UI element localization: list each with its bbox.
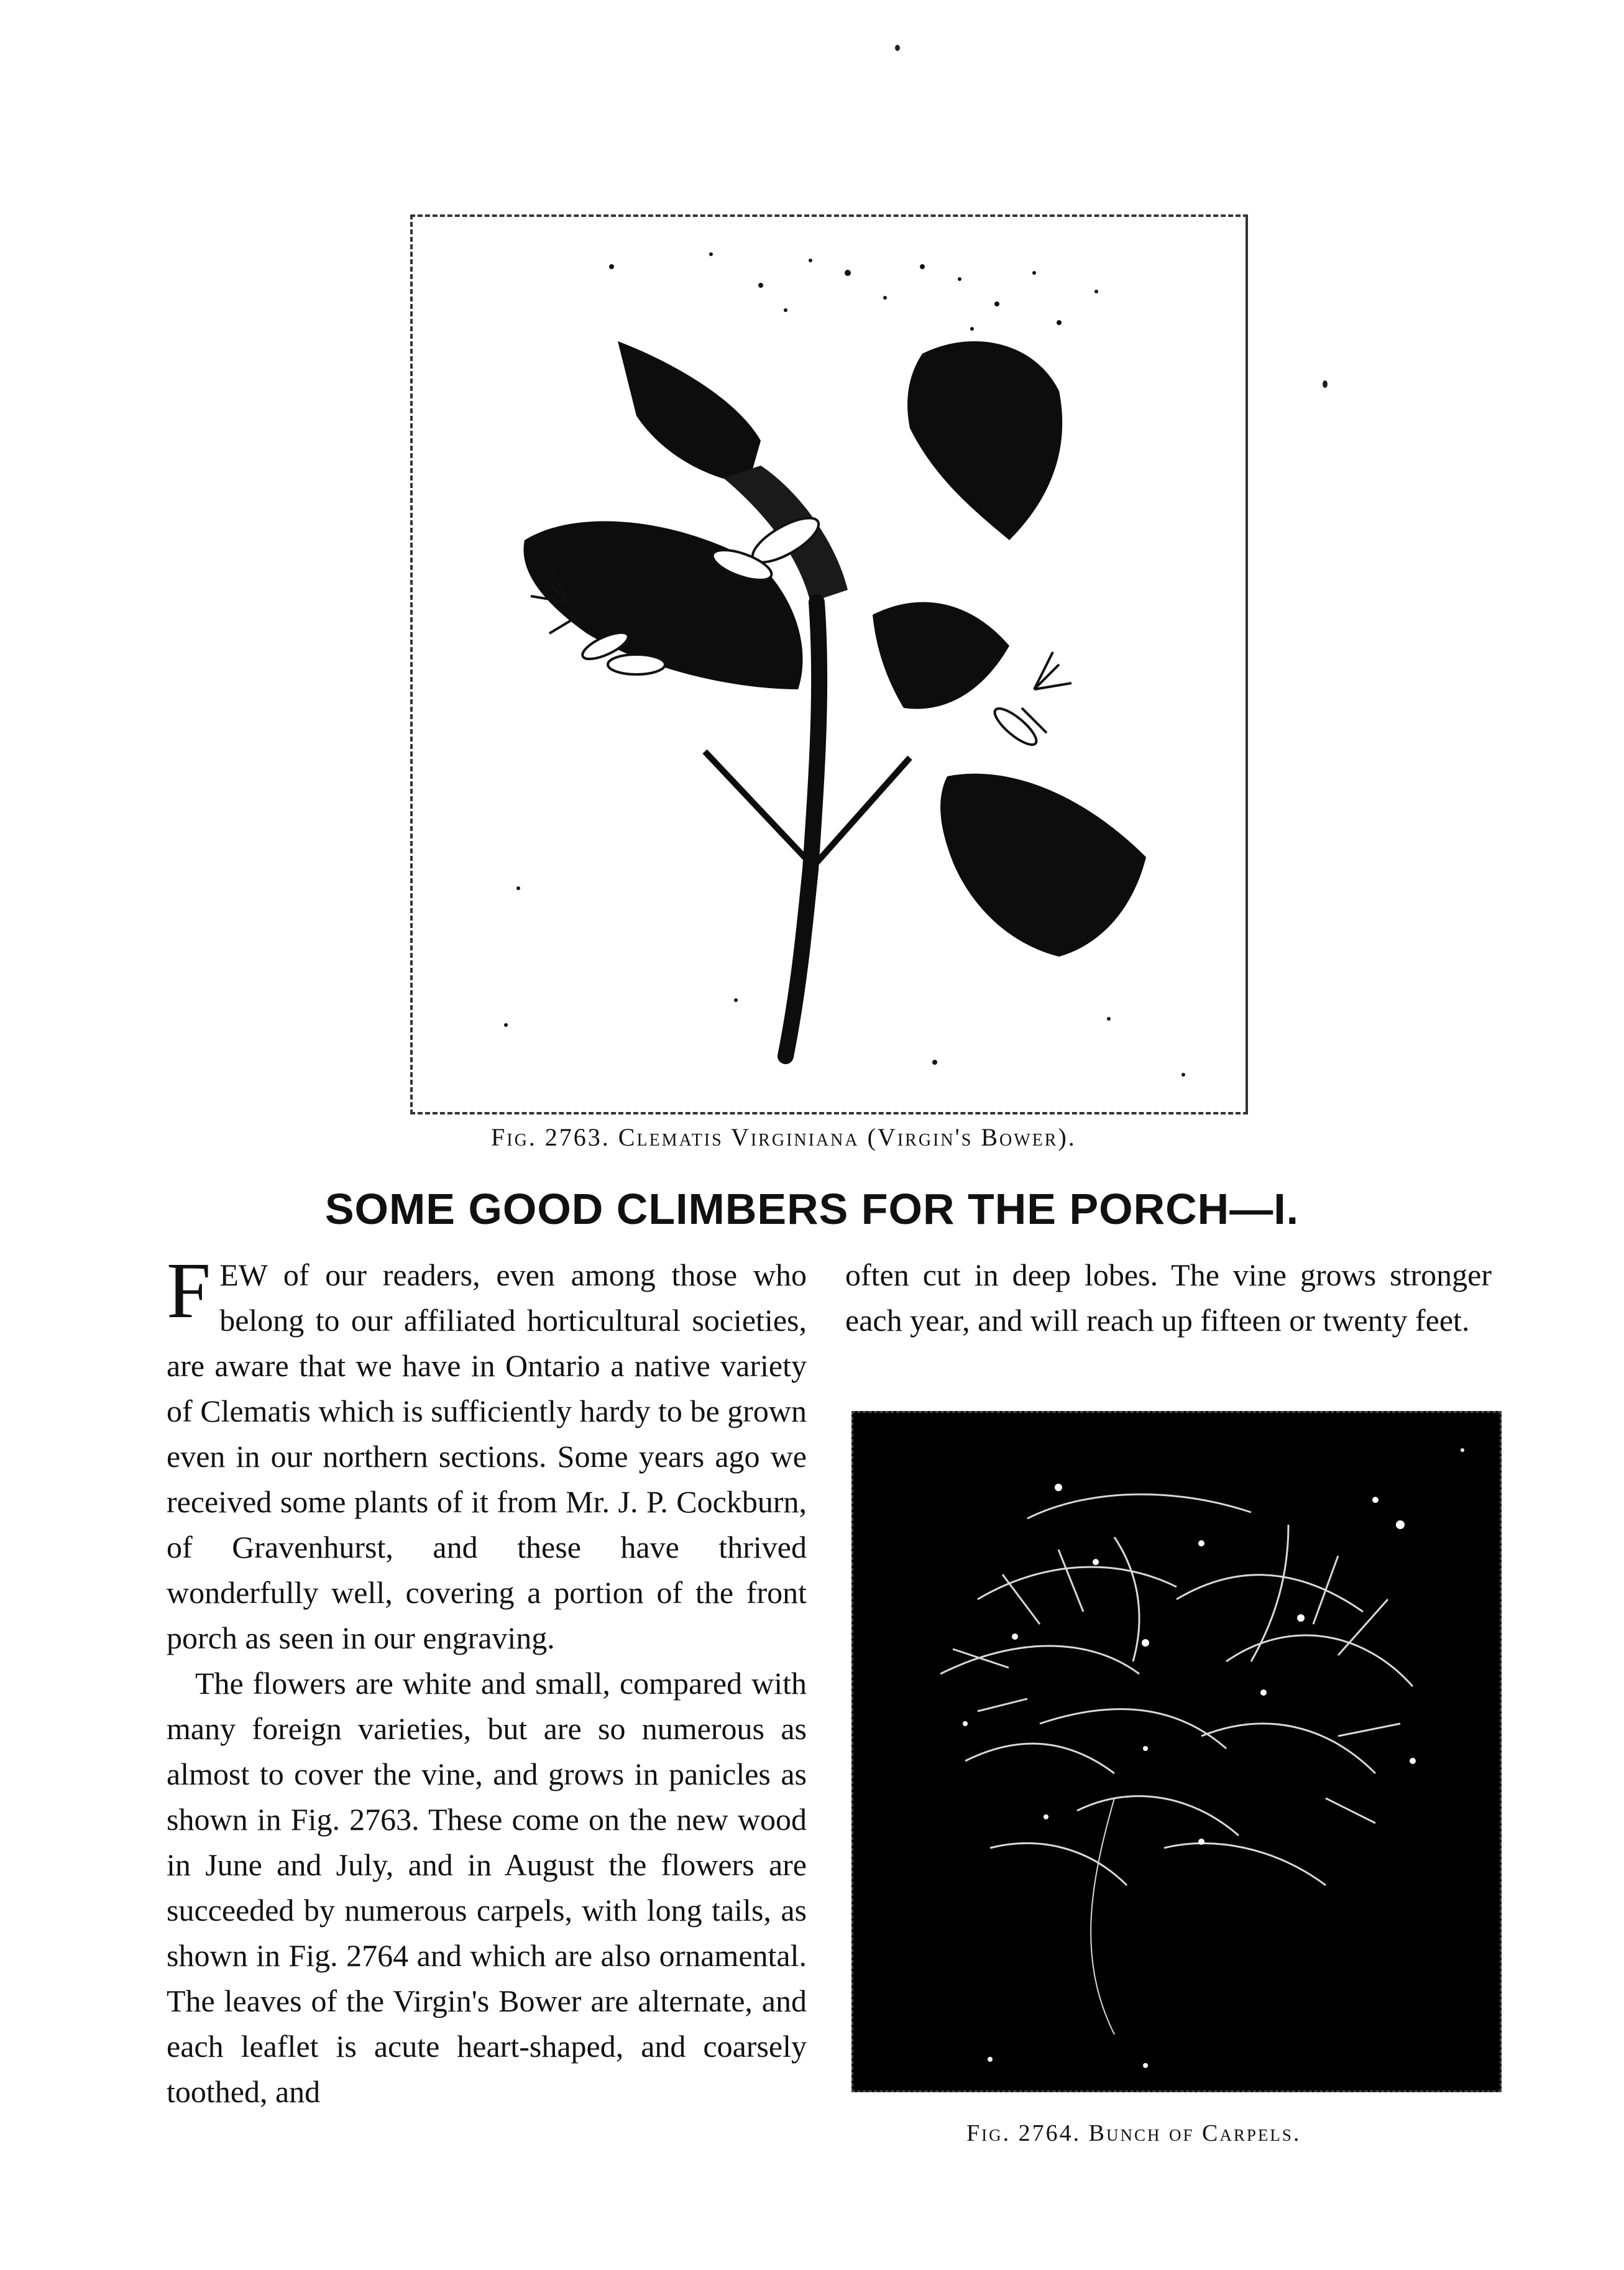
drop-cap: F bbox=[167, 1246, 211, 1335]
paragraph-2: The flowers are white and small, compared with many foreign varieties, but are so numerous as almost to cover the vine, and grows in panicles as shown in Fig. 2763. These come on the new wood in June and July, and in August the flowers are succeeded by numerous carpels, with long tails, as shown in Fig. 2764 and which are also ornamental. The leaves of the Virgin's Bower are alternate, and each leaflet is acute heart-shaped, and coarsely toothed, and bbox=[167, 1666, 807, 2109]
print-speck bbox=[895, 45, 900, 51]
paragraph-1 bbox=[167, 1246, 807, 1661]
figure-carpels-photo bbox=[851, 1411, 1502, 2092]
figure-clematis-illustration bbox=[410, 214, 1248, 1114]
paragraph-1-text: EW of our readers, even among those who belong to our affiliated horticultural societies, are aware that we have in Ontario a native variety of Clematis which is sufficiently hardy to be grown even in our northern sections. Some years ago we received some plants of it from Mr. J. P. Cockburn, of Gravenhurst, and these have thrived wonderfully well, covering a portion of the front porch as seen in our engraving. bbox=[167, 1257, 807, 1655]
figure-2-caption: Fig. 2764. Bunch of Carpels. bbox=[966, 2120, 1301, 2146]
article-column-right bbox=[845, 1252, 1492, 1343]
clematis-engraving bbox=[413, 217, 1246, 1112]
print-speck bbox=[1323, 380, 1328, 388]
article-headline: SOME GOOD CLIMBERS FOR THE PORCH—I. bbox=[324, 1185, 1300, 1233]
article-column-left bbox=[167, 1246, 807, 2115]
figure-1-caption: Fig. 2763. Clematis Virginiana (Virgin's Bower). bbox=[491, 1123, 1076, 1151]
paragraph-continued: often cut in deep lobes. The vine grows stronger each year, and will reach up fifteen or twenty feet. bbox=[845, 1257, 1492, 1338]
carpels-photograph bbox=[853, 1413, 1500, 2090]
